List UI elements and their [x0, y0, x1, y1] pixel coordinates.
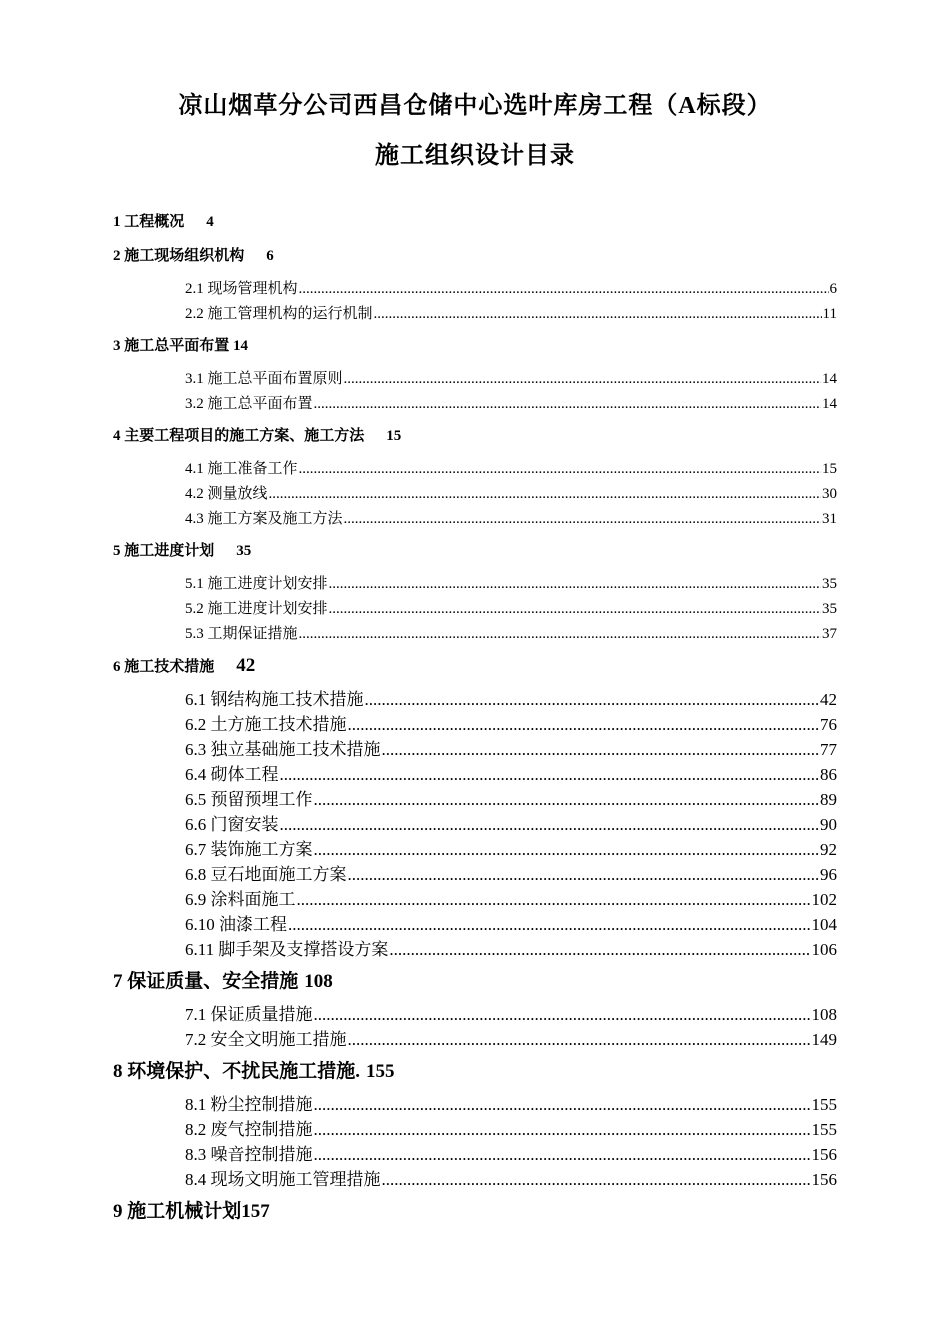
- toc-entry[interactable]: [185, 277, 837, 302]
- toc-entry-label: 7.1 保证质量措施: [185, 1005, 313, 1024]
- toc-section-7[interactable]: [113, 968, 837, 1002]
- toc-entry-label: 6.8 豆石地面施工方案: [185, 865, 347, 884]
- toc-section-6[interactable]: [113, 653, 837, 687]
- toc-entry[interactable]: [185, 392, 837, 417]
- toc-section-label: 9 施工机械计划: [113, 1201, 242, 1222]
- toc-entry-page: 11: [822, 306, 837, 322]
- toc-section-label: 3 施工总平面布置: [113, 338, 230, 354]
- toc-entry[interactable]: [185, 457, 837, 482]
- toc-entry-page: 149: [811, 1030, 837, 1049]
- toc-section-label: 8 环境保护、不扰民施工措施.: [113, 1061, 361, 1082]
- toc-entry[interactable]: [185, 862, 837, 887]
- toc-entry[interactable]: [185, 837, 837, 862]
- toc-section-page: 157: [241, 1201, 270, 1222]
- toc-section-page: 155: [366, 1061, 395, 1082]
- dot-leader: [348, 1027, 811, 1052]
- table-of-contents: [113, 209, 837, 1232]
- toc-entry-page: 86: [820, 765, 837, 784]
- toc-section-1[interactable]: [113, 209, 837, 243]
- toc-entry-page: 35: [822, 576, 837, 592]
- toc-entry-label: 4.2 测量放线: [185, 486, 268, 502]
- toc-entry-page: 155: [811, 1095, 837, 1114]
- toc-entry-page: 6: [829, 281, 837, 297]
- toc-section-8[interactable]: [113, 1058, 837, 1092]
- toc-section-5[interactable]: [113, 538, 837, 572]
- dot-leader: [269, 482, 821, 507]
- toc-section-label: 5 施工进度计划: [113, 543, 215, 559]
- toc-entry-page: 37: [822, 626, 837, 642]
- toc-entry-page: 96: [820, 865, 837, 884]
- toc-entry[interactable]: [185, 1167, 837, 1192]
- toc-entry-page: 90: [820, 815, 837, 834]
- toc-entry[interactable]: [185, 507, 837, 532]
- toc-section-label: 2 施工现场组织机构: [113, 248, 245, 264]
- toc-entry-page: 77: [820, 740, 837, 759]
- toc-entry[interactable]: [185, 482, 837, 507]
- toc-section-9[interactable]: [113, 1198, 837, 1232]
- toc-entry-label: 5.3 工期保证措施: [185, 626, 298, 642]
- dot-leader: [297, 887, 811, 912]
- dot-leader: [280, 762, 820, 787]
- toc-section-label: 4 主要工程项目的施工方案、施工方法: [113, 428, 365, 444]
- toc-entry-label: 6.6 门窗安装: [185, 815, 279, 834]
- toc-section-page: 14: [233, 338, 249, 354]
- dot-leader: [365, 687, 820, 712]
- toc-entry-label: 2.1 现场管理机构: [185, 281, 298, 297]
- toc-entry-label: 8.4 现场文明施工管理措施: [185, 1170, 381, 1189]
- toc-entry-label: 2.2 施工管理机构的运行机制: [185, 306, 373, 322]
- toc-entry-page: 156: [811, 1145, 837, 1164]
- toc-entry[interactable]: [185, 912, 837, 937]
- dot-leader: [344, 507, 821, 532]
- dot-leader: [314, 1117, 811, 1142]
- toc-entry-label: 6.9 涂料面施工: [185, 890, 296, 909]
- toc-entry-page: 31: [822, 511, 837, 527]
- toc-entry[interactable]: [185, 597, 837, 622]
- document-subtitle: 施工组织设计目录: [375, 143, 575, 169]
- toc-section-label: 6 施工技术措施: [113, 659, 215, 675]
- toc-entry-label: 5.1 施工进度计划安排: [185, 576, 328, 592]
- toc-entry[interactable]: [185, 687, 837, 712]
- toc-section-3[interactable]: [113, 333, 837, 367]
- toc-entry-label: 3.2 施工总平面布置: [185, 396, 313, 412]
- toc-entry-page: 14: [822, 371, 837, 387]
- toc-section-page: 35: [236, 543, 252, 559]
- toc-entry-page: 76: [820, 715, 837, 734]
- toc-entry-page: 155: [811, 1120, 837, 1139]
- toc-entry-label: 4.1 施工准备工作: [185, 461, 298, 477]
- toc-entry-label: 3.1 施工总平面布置原则: [185, 371, 343, 387]
- dot-leader: [314, 1142, 811, 1167]
- toc-entry-page: 92: [820, 840, 837, 859]
- dot-leader: [314, 1002, 811, 1027]
- dot-leader: [344, 367, 821, 392]
- document-title: 凉山烟草分公司西昌仓储中心选叶库房工程（A标段）: [178, 93, 772, 119]
- toc-entry[interactable]: [185, 812, 837, 837]
- toc-entry[interactable]: [185, 887, 837, 912]
- toc-entry-label: 7.2 安全文明施工措施: [185, 1030, 347, 1049]
- dot-leader: [314, 1092, 811, 1117]
- toc-section-page: 42: [236, 655, 256, 676]
- toc-section-page: 6: [266, 248, 274, 264]
- toc-entry-label: 6.1 钢结构施工技术措施: [185, 690, 364, 709]
- toc-entry-label: 8.2 废气控制措施: [185, 1120, 313, 1139]
- toc-entry-label: 6.7 装饰施工方案: [185, 840, 313, 859]
- toc-entry[interactable]: [185, 737, 837, 762]
- dot-leader: [382, 1167, 811, 1192]
- dot-leader: [329, 572, 821, 597]
- dot-leader: [314, 787, 820, 812]
- toc-entry[interactable]: [185, 367, 837, 392]
- toc-entry-page: 30: [822, 486, 837, 502]
- toc-entry-label: 4.3 施工方案及施工方法: [185, 511, 343, 527]
- toc-section-label: 7 保证质量、安全措施: [113, 971, 299, 992]
- toc-entry[interactable]: [185, 1092, 837, 1117]
- toc-entry[interactable]: [185, 1002, 837, 1027]
- toc-section-page: 108: [304, 971, 333, 992]
- toc-entry-label: 8.3 噪音控制措施: [185, 1145, 313, 1164]
- toc-entry[interactable]: [185, 787, 837, 812]
- toc-entry-label: 5.2 施工进度计划安排: [185, 601, 328, 617]
- toc-entry[interactable]: [185, 712, 837, 737]
- dot-leader: [382, 737, 820, 762]
- toc-section-2[interactable]: [113, 243, 837, 277]
- toc-entry-page: 104: [811, 915, 837, 934]
- toc-entry-label: 6.5 预留预埋工作: [185, 790, 313, 809]
- dot-leader: [299, 457, 821, 482]
- toc-entry-label: 6.3 独立基础施工技术措施: [185, 740, 381, 759]
- toc-entry-label: 6.2 土方施工技术措施: [185, 715, 347, 734]
- toc-entry-page: 106: [811, 940, 837, 959]
- toc-entry-label: 8.1 粉尘控制措施: [185, 1095, 313, 1114]
- dot-leader: [280, 812, 820, 837]
- toc-entry-page: 14: [822, 396, 837, 412]
- dot-leader: [314, 837, 820, 862]
- dot-leader: [314, 392, 821, 417]
- dot-leader: [299, 622, 821, 647]
- toc-entry[interactable]: [185, 1117, 837, 1142]
- toc-entry-page: 108: [811, 1005, 837, 1024]
- toc-entry[interactable]: [185, 762, 837, 787]
- toc-entry-page: 156: [811, 1170, 837, 1189]
- toc-section-4[interactable]: [113, 423, 837, 457]
- toc-entry-page: 35: [822, 601, 837, 617]
- toc-section-label: 1 工程概况: [113, 214, 185, 230]
- toc-section-page: 15: [386, 428, 402, 444]
- toc-entry-page: 42: [820, 690, 837, 709]
- toc-entry[interactable]: [185, 1027, 837, 1052]
- dot-leader: [389, 937, 810, 962]
- toc-entry[interactable]: [185, 572, 837, 597]
- toc-entry[interactable]: [185, 302, 837, 327]
- toc-entry-page: 89: [820, 790, 837, 809]
- dot-leader: [288, 912, 811, 937]
- dot-leader: [299, 277, 829, 302]
- toc-entry-page: 102: [811, 890, 837, 909]
- dot-leader: [348, 712, 820, 737]
- dot-leader: [329, 597, 821, 622]
- dot-leader: [374, 302, 822, 327]
- toc-entry-label: 6.11 脚手架及支撑搭设方案: [185, 940, 389, 959]
- toc-entry-page: 15: [822, 461, 837, 477]
- dot-leader: [348, 862, 820, 887]
- toc-entry-label: 6.4 砌体工程: [185, 765, 279, 784]
- toc-entry-label: 6.10 油漆工程: [185, 915, 287, 934]
- toc-entry[interactable]: [185, 1142, 837, 1167]
- toc-section-page: 4: [206, 214, 214, 230]
- toc-entry[interactable]: [185, 622, 837, 647]
- toc-entry[interactable]: [185, 937, 837, 962]
